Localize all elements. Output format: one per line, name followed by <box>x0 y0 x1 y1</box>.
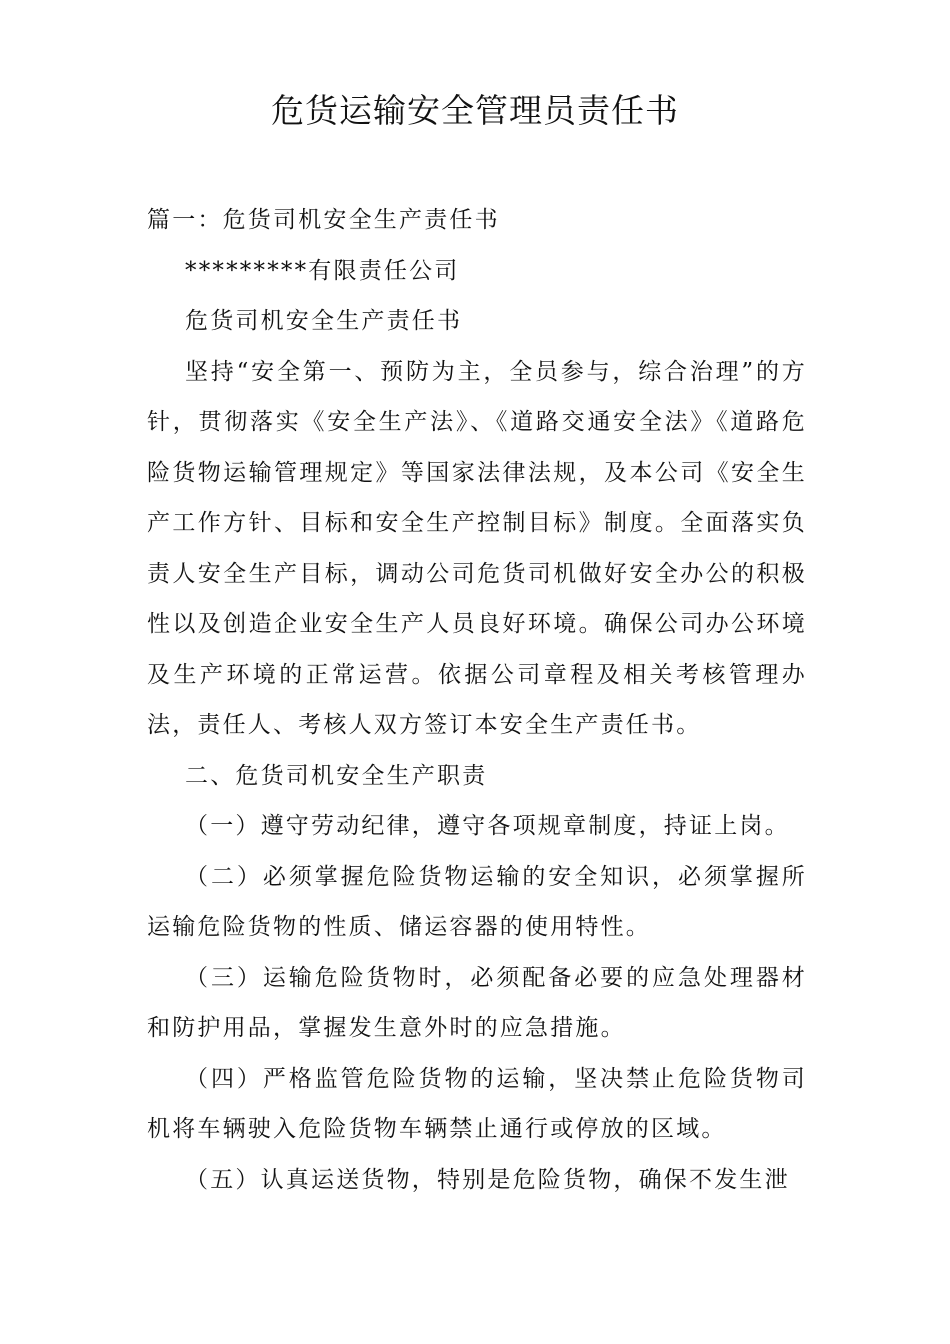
duty-item-5: （五）认真运送货物，特别是危险货物，确保不发生泄 <box>185 1166 790 1193</box>
duties-heading: 二、危货司机安全生产职责 <box>185 762 488 789</box>
subtitle: 危货司机安全生产责任书 <box>185 308 463 334</box>
document-title: 危货运输安全管理员责任书 <box>271 91 679 130</box>
intro-paragraph: 坚持“安全第一、预防为主，全员参与，综合治理”的方针，贯彻落实《安全生产法》、《道路交通安全法》《道路危险货物运输管理规定》等国家法律法规，及本公司《安全生产工作方针、目标和安全生产控制目标》制度。全面落实负责人安全生产目标，调动公司危货司机做好安全办公的积极性以及创造企业安全生产人员良好环境。确保公司办公环境及生产环境的正常运营。依据公司章程及相关考核管理办法，责任人、考核人双方签订本安全生产责任书。 <box>147 358 807 738</box>
company-name: *********有限责任公司 <box>185 257 460 284</box>
duty-item-2: （二）必须掌握危险货物运输的安全知识，必须掌握所运输危险货物的性质、储运容器的使用特性。 <box>147 863 807 940</box>
document-body <box>147 195 807 1205</box>
duty-item-1: （一）遵守劳动纪律，遵守各项规章制度，持证上岗。 <box>185 813 790 839</box>
section-heading: 篇一：危货司机安全生产责任书 <box>147 207 500 233</box>
duty-item-3: （三）运输危险货物时，必须配备必要的应急处理器材和防护用品，掌握发生意外时的应急措施。 <box>147 964 807 1041</box>
duty-item-4: （四）严格监管危险货物的运输，坚决禁止危险货物司机将车辆驶入危险货物车辆禁止通行或停放的区域。 <box>147 1065 807 1142</box>
